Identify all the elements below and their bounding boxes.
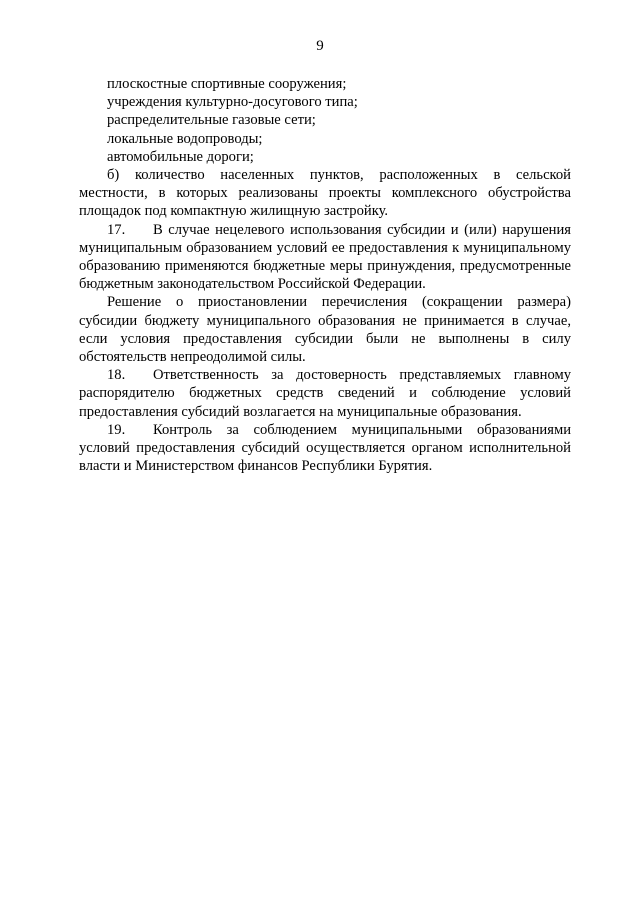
clause-number: 18. xyxy=(107,367,126,384)
list-item: учреждения культурно-досугового типа; xyxy=(107,94,358,111)
clause-19 xyxy=(79,421,571,476)
clause-text: В случае нецелевого использования субсидии и (или) нарушения муниципальным образованием условий ее предоставления к муниципальному образованию применяются бюджетные меры принуждения, предусмотренные бюджетным законодательством Российской Федерации. xyxy=(79,221,571,293)
facility-list xyxy=(79,75,571,166)
list-item: распределительные газовые сети; xyxy=(107,112,316,129)
clause-17 xyxy=(79,221,571,294)
clause-text: Ответственность за достоверность представляемых главному распорядителю бюджетных средств сведений и соблюдение условий предоставления субсидий возлагается на муниципальные образования. xyxy=(79,367,571,420)
page-number: 9 xyxy=(316,38,324,54)
document-body xyxy=(79,75,571,475)
list-item: локальные водопроводы; xyxy=(107,130,263,147)
clause-number: 19. xyxy=(107,421,126,438)
clause-text: Контроль за соблюдением муниципальными образованиями условий предоставления субсидий осуществляется органом исполнительной власти и Министерством финансов Республики Бурятия. xyxy=(79,421,571,475)
clause-18 xyxy=(79,366,571,421)
paragraph-decision: Решение о приостановлении перечисления (сокращении размера) субсидии бюджету муниципального образования не принимается в случае, если условия предоставления субсидии были не выполнены в силу обстоятельств непреодолимой силы. xyxy=(79,294,571,366)
clause-number: 17. xyxy=(107,221,126,238)
paragraph-b: б) количество населенных пунктов, расположенных в сельской местности, в которых реализованы проекты комплексного обустройства площадок под компактную жилищную застройку. xyxy=(79,167,571,220)
list-item: автомобильные дороги; xyxy=(107,148,254,165)
list-item: плоскостные спортивные сооружения; xyxy=(107,76,347,92)
